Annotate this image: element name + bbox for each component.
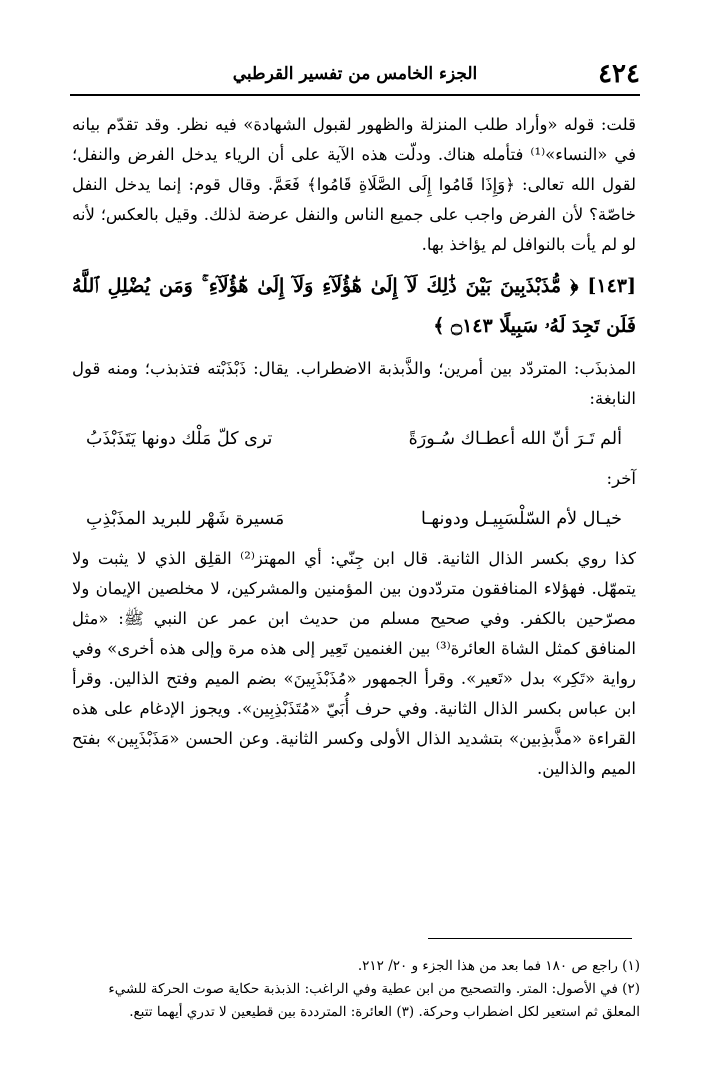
running-title: الجزء الخامس من تفسير القرطبي: [232, 64, 478, 84]
poem-1-first-hemistich: ألم تَـرَ أنّ الله أعطـاك سُـورَةً: [408, 429, 622, 449]
poem-verse-1: [72, 422, 636, 456]
poem-verse-2: [72, 502, 636, 536]
footnote-line: المعلق ثم استعير لكل اضطراب وحركة. (٣) العائرة: المترددة بين قطيعين لا تدري أيهما تتبع.: [129, 1004, 640, 1020]
footnotes: [64, 955, 640, 1024]
definition-paragraph: المذبذَب: المتردّد بين أمرين؛ والذَّبذبة الاضطراب. يقال: ذَبْذَبْته فتذبذب؛ ومنه قول النابغة:: [72, 359, 636, 408]
header-rule: [70, 94, 640, 96]
page-number: ٤٢٤: [598, 59, 640, 89]
page-body: [72, 110, 636, 784]
poem-2-first-hemistich: خيـال لأم السّلْسَبِيـل ودونهـا: [420, 509, 622, 529]
quran-verse: [72, 266, 636, 346]
poem-2-second-hemistich: مَسيرة شَهْر للبريد المذَبْذِبِ: [86, 509, 285, 529]
footnote-line: (٢) في الأصول: المتر. والتصحيح من ابن عطية وفي الراغب: الذبذبة حكاية صوت الحركة للشيء: [108, 981, 640, 997]
page-header: [70, 58, 640, 94]
footnote-separator: [428, 938, 632, 939]
explanation-paragraph: كذا روي بكسر الذال الثانية. قال ابن جِنّي: أي المهتز⁽²⁾ القلِق الذي لا يثبت ولا يتمهّل. فهؤلاء المنافقون متردّدون بين المؤمنين والمشركين، لا مخلصين الإيمان ولا مصرّحين بالكفر. وفي صحيح مسلم من حديث ابن عمر عن النبي ﷺ: «مثل المنافق كمثل الشاة العائرة⁽³⁾ بين الغنمين تَعِير إلى هذه مرة وإلى هذه أخرى» وفي رواية «تَكِر» بدل «تَعير». وقرأ الجمهور «مُذَبْذَبِينَ» بضم الميم وفتح الذالين. وقرأ ابن عباس بكسر الذال الثانية. وفي حرف أُبَيّ «مُتَذَبْذِبِين». ويجوز الإدغام على هذه القراءة «مذَّبذِبين» بتشديد الذال الأولى وكسر الثانية. وعن الحسن «مَذَبْذَبِين» بفتح الميم والذالين.: [72, 549, 636, 778]
commentary-paragraph: قلت: قوله «وأراد طلب المنزلة والظهور لقبول الشهادة» فيه نظر. وقد تقدّم بيانه في «النساء»⁽¹⁾ فتأمله هناك. ودلّت هذه الآية على أن الرياء يدخل الفرض والنفل؛ لقول الله تعالى: ﴿وَإِذَا قَامُوا إِلَى الصَّلَاةِ قَامُوا﴾ فَعَمَّ. وقال قوم: إنما يدخل النفل خاصّة؟ لأن الفرض واجب على جميع الناس والنفل عرضة لذلك. وقيل بالعكس؛ لأنه لو لم يأت بالنوافل لم يؤاخذ بها.: [72, 115, 636, 254]
poem-attribution: آخر:: [606, 469, 636, 488]
footnote-line: (١) راجع ص ١٨٠ فما بعد من هذا الجزء و ٢٠/ ٢١٢.: [357, 958, 640, 974]
poem-1-second-hemistich: ترى كلّ مَلْك دونها يَتَذَبْذَبُ: [86, 429, 273, 449]
verse-number: [١٤٣]: [587, 275, 636, 297]
verse-text: ﴿ مُّذَبْذَبِينَ بَيْنَ ذَٰلِكَ لَآ إِلَىٰ هَٰٓؤُلَآءِ وَلَآ إِلَىٰ هَٰٓؤُلَآءِ ۚ وَمَن يُضْلِلِ ٱللَّهُ فَلَن تَجِدَ لَهُۥ سَبِيلًا ۝١٤٣ ﴾: [72, 275, 636, 337]
